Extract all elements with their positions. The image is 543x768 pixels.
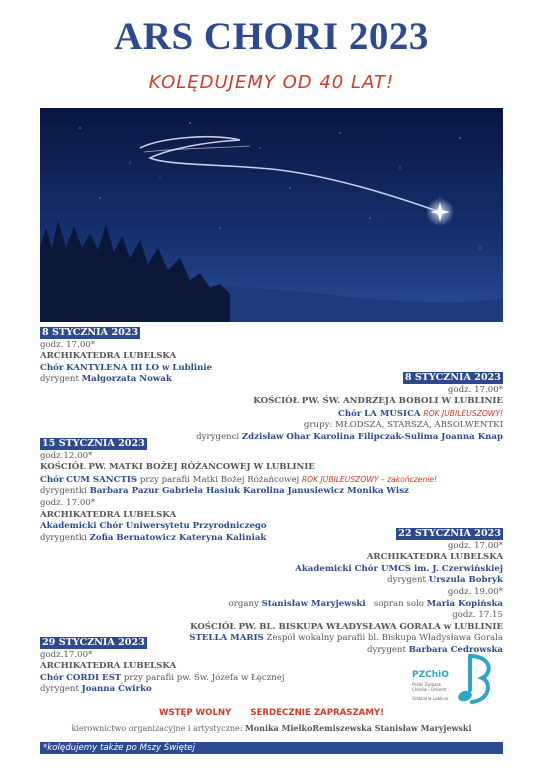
jubilee-note: ROK JUBILEUSZOWY – zakończenie! <box>301 474 438 484</box>
event-date: 15 STYCZNIA 2023 <box>42 438 145 449</box>
event-venue: ARCHIKATEDRA LUBELSKA <box>366 552 503 563</box>
conductor-name: Urszula Bobryk <box>428 575 503 586</box>
event-venue: KOŚCIÓŁ PW. MATKI BOŻEJ RÓŻAŃCOWEJ W LUBLINIE <box>40 462 315 473</box>
pzchio-logo <box>412 652 500 708</box>
event-time: godz. 17.00* <box>447 540 503 551</box>
direction-label: kierownictwo organizacyjne i artystyczne: <box>71 724 243 733</box>
choir-suffix-3: Zespół wokalny parafii bl. Biskupa Władysława Gorala <box>266 633 503 644</box>
conductor-label: dyrygent <box>40 374 79 385</box>
logo-line1: Polski Związek <box>412 682 442 687</box>
conductor-name-3: Barbara Cedrowska <box>408 644 503 655</box>
conductor-label-3: dyrygent <box>367 644 406 655</box>
conductor-label-2: dyrygentki <box>40 532 87 543</box>
event-venue: ARCHIKATEDRA LUBELSKA <box>40 661 177 672</box>
event-time: godz. 17.00* <box>447 384 503 395</box>
music-note-icon <box>456 652 498 708</box>
event-venue: KOŚCIÓŁ PW. ŚW. ANDRZEJA BOBOLI W LUBLINIE <box>253 396 503 407</box>
conductor-names: Barbara Pazur Gabriela Hasiuk Karolina Janusiewicz Monika Wisz <box>89 486 409 497</box>
choir-prefix: Chór <box>40 474 64 485</box>
poster-subtitle: KOLĘDUJEMY OD 40 LAT! <box>148 72 395 93</box>
conductor-name: Małgorzata Nowak <box>81 374 172 385</box>
event-venue-3: KOŚCIÓŁ PW. BL. BISKUPA WŁADYSŁAWA GORALA w LUBLINIE <box>190 621 503 632</box>
event-jan29 <box>40 637 285 696</box>
event-time: godz. 17.00* <box>40 339 96 350</box>
event-jan8-la-musica <box>196 372 503 444</box>
event-jan8-kantylena <box>40 327 212 386</box>
poster-title: ARS CHORI 2023 <box>114 15 429 58</box>
invite-text: SERDECZNIE ZAPRASZAMY! <box>250 708 385 718</box>
choir-prefix: Chór <box>40 672 64 683</box>
event-time-2: godz. 17.00* <box>40 497 96 508</box>
event-venue: ARCHIKATEDRA LUBELSKA <box>40 351 177 362</box>
logo-name: PZChiO <box>412 670 449 680</box>
choir-name: LA MUSICA <box>364 408 421 419</box>
conductor-label: dyrygentki <box>40 486 87 497</box>
organist-name: Stanisław Maryjewski <box>261 598 366 609</box>
footer-direction <box>0 723 543 733</box>
soprano-name: Maria Kopińska <box>426 598 503 609</box>
event-time-3: godz. 17.15 <box>452 610 503 621</box>
choir-name: KANTYLENA III LO w Lublinie <box>66 362 213 373</box>
event-date: 29 STYCZNIA 2023 <box>42 637 145 648</box>
event-time: godz.12.00* <box>40 450 93 461</box>
logo-line2: Chórów i Orkiestr <box>412 687 447 692</box>
choir-name-2: Akademicki Chór Uniwersytetu Przyrodniczego <box>40 521 267 532</box>
choir-name: Akademicki Chór UMCS im. J. Czerwińskiej <box>295 563 503 574</box>
director-names: Monika MielkoRemiszewska Stanisław Maryjewski <box>244 723 472 733</box>
logo-line3: Oddział w Lublinie <box>412 696 449 701</box>
conductor-label: dyrygent <box>40 684 79 695</box>
event-date: 22 STYCZNIA 2023 <box>398 528 501 539</box>
event-date: 8 STYCZNIA 2023 <box>42 327 139 338</box>
event-time-2: godz. 19.00* <box>447 586 503 597</box>
choir-name: CORDI EST <box>66 672 122 683</box>
choir-prefix: Chór <box>40 362 64 373</box>
choir-suffix: przy parafii Matki Bożej Różańcowej <box>139 474 300 485</box>
event-time: godz.17.00* <box>40 649 93 660</box>
soprano-label: sopran solo <box>373 598 424 609</box>
choir-groups: grupy: MŁODSZA, STARSZA, ABSOLWENTKI <box>303 420 503 431</box>
choir-prefix: Chór <box>338 408 362 419</box>
footer-invitation <box>0 708 543 718</box>
conductor-names-2: Zofia Bernatowicz Kateryna Kaliniak <box>89 532 267 543</box>
conductor-names: Zdzisław Ohar Karolina Filipczak-Sulima Joanna Knap <box>241 431 503 442</box>
choir-name-3: STELLA MARIS <box>189 633 264 644</box>
night-sky-photo <box>40 108 503 322</box>
organ-label: organy <box>228 598 259 609</box>
footnote-bar: *kolędujemy także po Mszy Świętej <box>40 742 503 754</box>
conductor-label: dyrygenci <box>196 431 240 442</box>
jubilee-note: ROK JUBILEUSZOWY! <box>423 408 503 418</box>
choir-suffix: przy parafii pw. Św. Józefa w Łęcznej <box>123 672 285 683</box>
event-date: 8 STYCZNIA 2023 <box>404 372 501 383</box>
free-entry-text: WSTĘP WOLNY <box>158 708 232 718</box>
conductor-label: dyrygent <box>387 575 426 586</box>
choir-name: CUM SANCTIS <box>66 474 138 485</box>
conductor-name: Joanna Ćwirko <box>81 684 152 695</box>
event-venue-2: ARCHIKATEDRA LUBELSKA <box>40 509 177 520</box>
